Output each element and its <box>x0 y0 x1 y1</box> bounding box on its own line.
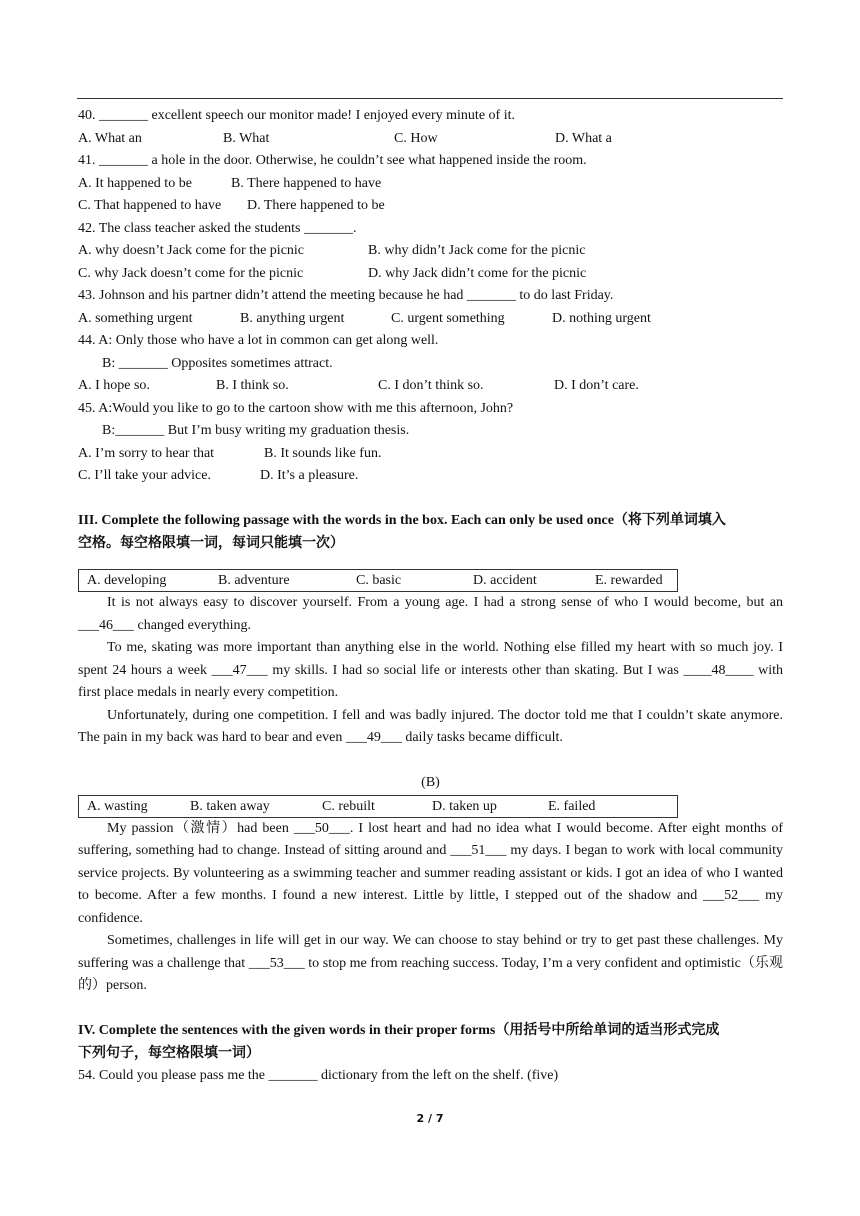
passage-b-paragraph-1: My passion（激情）had been ___50___. I lost heart and had no idea what I would become. After eight months of suffering, something had to change. Instead of sitting around and ___51___ my days. I began to work with local community service projects. By volunteering as a swimming teacher and summer reading assistant or kids. I got an idea of who I wanted to become. After a few months. I found a new interest. Little by little, I stepped out of the shadow and ___52___ my confidence. <box>78 820 783 926</box>
word-box-b <box>78 795 678 818</box>
question-41-options-cd <box>78 195 783 218</box>
option-b: B. There happened to have <box>231 175 382 191</box>
question-42-stem: 42. The class teacher asked the students _______. <box>78 220 357 236</box>
option-b: B. anything urgent <box>240 310 345 326</box>
header-rule <box>77 98 783 99</box>
word-box-a <box>78 569 678 592</box>
word-box-item: A. developing <box>87 573 167 588</box>
question-41-stem: 41. _______ a hole in the door. Otherwise, he couldn’t see what happened inside the room. <box>78 153 587 168</box>
option-d: D. There happened to be <box>247 198 385 213</box>
option-c: C. urgent something <box>391 310 505 326</box>
word-box-item: B. taken away <box>190 798 270 814</box>
option-c: C. I’ll take your advice. <box>78 468 211 483</box>
option-c: C. I don’t think so. <box>378 378 484 393</box>
option-a: A. why doesn’t Jack come for the picnic <box>78 243 305 258</box>
passage-a-paragraph-2: To me, skating was more important than anything else in the world. Nothing else filled my heart with so much joy. I spent 24 hours a week ___47___ my skills. I had so social life or interests other than skating. But I was ____48____ with first place medals in nearly every competition. <box>78 640 783 700</box>
option-d: D. why Jack didn’t come for the picnic <box>368 265 587 281</box>
option-d: D. What a <box>555 130 612 146</box>
question-40-options <box>78 128 783 151</box>
option-a: A. I hope so. <box>78 378 150 393</box>
word-box-item: D. taken up <box>432 798 497 814</box>
question-42-options-cd <box>78 263 783 286</box>
word-box-item: B. adventure <box>218 573 290 588</box>
option-a: A. something urgent <box>78 310 193 326</box>
exam-content <box>78 105 783 1088</box>
section-4-heading-line2: 下列句子，每空格限填一词） <box>78 1045 260 1061</box>
option-c: C. why Jack doesn’t come for the picnic <box>78 265 304 281</box>
word-box-item: C. rebuilt <box>322 798 375 814</box>
section-3-heading <box>78 510 783 555</box>
option-b: B. why didn’t Jack come for the picnic <box>368 243 586 258</box>
word-box-item: D. accident <box>473 573 537 588</box>
option-d: D. nothing urgent <box>552 310 651 326</box>
question-44-reply: B: _______ Opposites sometimes attract. <box>102 355 333 371</box>
word-box-item: A. wasting <box>87 798 148 814</box>
question-41-options-ab <box>78 173 783 196</box>
page-number: 2 / 7 <box>416 1112 444 1125</box>
passage-a-paragraph-3: Unfortunately, during one competition. I fell and was badly injured. The doctor told me that I couldn’t skate anymore. The pain in my back was hard to bear and even ___49___ daily tasks became difficult. <box>78 707 783 745</box>
option-b: B. I think so. <box>216 378 289 393</box>
question-44-stem: 44. A: Only those who have a lot in common can get along well. <box>78 333 439 348</box>
word-box-item: E. rewarded <box>595 573 663 588</box>
section-4-heading-line1: IV. Complete the sentences with the given words in their proper forms（用括号中所给单词的适当形式完成 <box>78 1023 720 1038</box>
passage-a-paragraph-1: It is not always easy to discover yourself. From a young age. I had a strong sense of who I would become, but an ___46___ changed everything. <box>78 595 783 633</box>
option-a: A. It happened to be <box>78 175 192 191</box>
option-d: D. I don’t care. <box>554 378 639 393</box>
question-43-options <box>78 308 783 331</box>
section-4-heading <box>78 1020 783 1065</box>
word-box-item: C. basic <box>356 573 402 588</box>
option-a: A. What an <box>78 130 142 146</box>
question-45-options-cd <box>78 465 783 488</box>
option-d: D. It’s a pleasure. <box>260 468 359 483</box>
question-45-stem: 45. A:Would you like to go to the cartoon show with me this afternoon, John? <box>78 400 514 416</box>
question-40-stem: 40. _______ excellent speech our monitor made! I enjoyed every minute of it. <box>78 108 515 123</box>
option-b: B. It sounds like fun. <box>264 445 382 461</box>
passage-b-paragraph-2: Sometimes, challenges in life will get in our way. We can choose to stay behind or try to get past these challenges. My suffering was a challenge that ___53___ to stop me from reaching success. Today, I’m a very confident and optimistic（乐观的）person. <box>78 933 783 993</box>
section-3-heading-line1: III. Complete the following passage with the words in the box. Each can only be used once（将下列单词填入 <box>78 513 726 528</box>
section-3-heading-line2: 空格。每空格限填一词，每词只能填一次） <box>78 535 344 551</box>
question-45-reply: B:_______ But I’m busy writing my graduation thesis. <box>102 423 410 438</box>
part-b-label: (B) <box>421 775 440 790</box>
option-b: B. What <box>223 130 270 146</box>
question-44-options <box>78 375 783 398</box>
question-42-options-ab <box>78 240 783 263</box>
question-45-options-ab <box>78 443 783 466</box>
question-43-stem: 43. Johnson and his partner didn’t attend the meeting because he had _______ to do last Friday. <box>78 288 614 303</box>
option-c: C. That happened to have <box>78 198 222 213</box>
option-c: C. How <box>394 130 438 146</box>
question-54-stem: 54. Could you please pass me the _______ dictionary from the left on the shelf. (five) <box>78 1068 559 1083</box>
option-a: A. I’m sorry to hear that <box>78 445 215 461</box>
word-box-item: E. failed <box>548 798 596 814</box>
